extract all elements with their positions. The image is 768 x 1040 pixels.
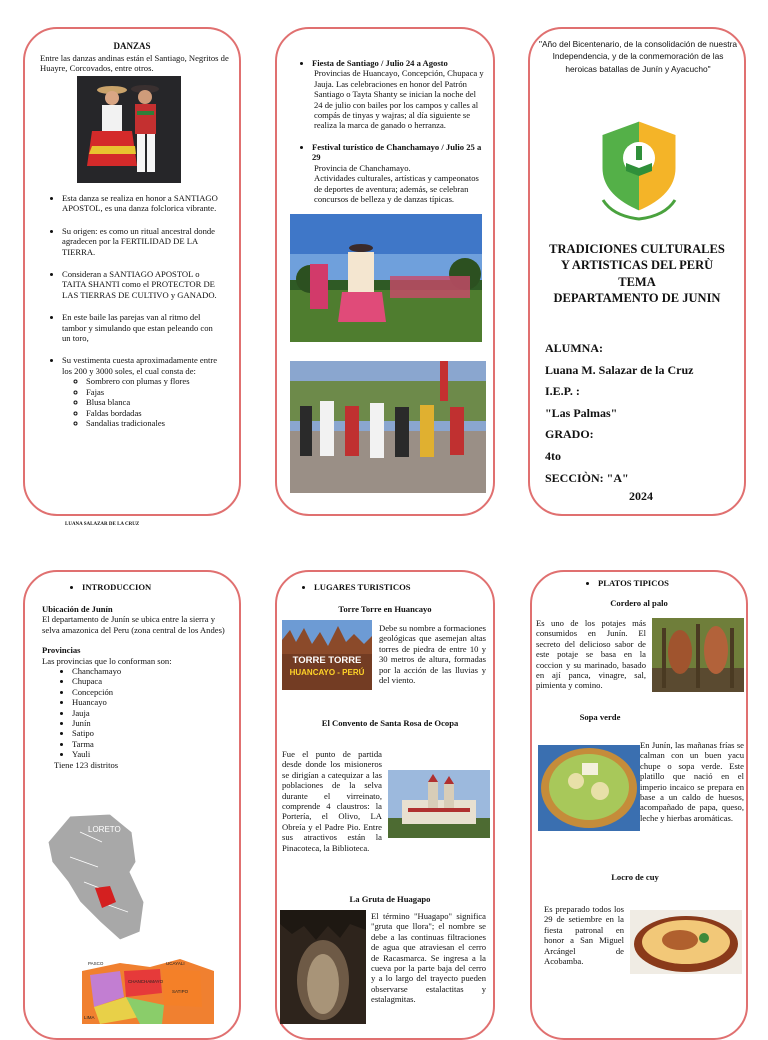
cordero-title: Cordero al palo [610,598,668,608]
distritos-count: Tiene 123 distritos [54,759,119,770]
provincia-item: • Junín [72,718,226,728]
danzas-title: DANZAS [113,41,151,51]
ubicacion-title: Ubicación de Junín [42,604,113,614]
provincia-item: • Huancayo [72,697,226,707]
map-label-chanchamayo: CHANCHAMAYO [128,979,164,984]
cover-title [535,242,739,306]
vestimenta-item: ◦ Sombrero con plumas y flores [86,376,220,386]
torre-img-caption: TORRE TORRE [292,655,362,666]
vestimenta-item: ◦ Faldas bordadas [86,408,220,418]
provincia-item: • Chupaca [72,676,226,686]
danza-bullet-2: • Su origen: es como un ritual ancestral donde agradecen por la FERTILIDAD DE LA TIERRA. [62,226,220,257]
provincia-item: • Jauja [72,708,226,718]
provincias-intro: Las provincias que lo conforman son: [42,655,172,666]
vestimenta-item: ◦ Sandalias tradicionales [86,418,220,428]
provincia-item: • Yauli [72,749,226,759]
iep-label: I.E.P. : [545,384,580,399]
footer-author: LUANA SALAZAR DE LA CRUZ [65,522,140,527]
platos-title-text: • PLATOS TIPICOS [598,578,669,588]
seccion: SECCIÒN: "A" [545,470,629,485]
intro-title-text: • INTRODUCCION [82,582,151,592]
festival-photo-2 [290,361,486,493]
danza-bullet-5: • Su vestimenta cuesta aproximadamente entre los 200 y 3000 soles, el cual consta de: [62,355,220,376]
gruta-photo [280,910,366,1024]
fiesta-santiago [300,58,484,131]
cover-tema-label: TEMA [618,275,656,289]
danzas-intro: Entre las danzas andinas están el Santiago, Negritos de Huayre, Corcovados, entre otros. [40,53,229,74]
convento-title: El Convento de Santa Rosa de Ocopa [321,718,459,728]
convento-text: Fue el punto de partida desde donde los misioneros se dirigían a catequizar a las poblaciones de la selva durante el virreinato, comprende 4 claustros: la Portería, el Olivo, LA Obreía y el Padre Pio. Entre sus atractivos están la Pinacoteca, la Biblioteca. [282,749,382,853]
sopa-title: Sopa verde [579,712,621,722]
peru-map [40,812,152,942]
locro-photo [630,910,742,974]
map-label-satipo: SATIPO [172,989,189,994]
lugares-title-text: • LUGARES TURISTICOS [314,582,411,592]
sopa-photo [538,745,640,831]
vestimenta-item: ◦ Blusa blanca [86,397,220,407]
alumna-name: Luana M. Salazar de la Cruz [545,362,694,377]
lugares-title [302,582,411,592]
fiesta-chanchamayo-title: Festival turístico de Chanchamayo / Julio 25 a 29 [312,142,482,163]
vestimenta-item: ◦ Fajas [86,387,220,397]
bicentenary-motto: "Año del Bicentenario, de la consolidación de nuestra Independencia, y de la conmemoración de las heroicas batallas de Junín y Ayacucho" [538,39,738,74]
cordero-text: Es uno de los potajes más consumidos en Junín. El secreto del delicioso sabor de este potaje se basa en la coccion y su marinado, basado en ají panca, vinagre, sal, pimienta y comino. [536,618,646,691]
locro-text: Es preparado todos los 29 de setiembre en la fiesta patronal en honor a San Miguel Arcángel de Acobamba. [544,904,624,967]
torre-img-caption-2: HUANCAYO - PERÚ [289,668,365,677]
intro-body [42,604,226,770]
fiesta-santiago-text: Provincias de Huancayo, Concepción, Chupaca y Jauja. Las celebraciones en honor del Patrón Santiago o Tayta Shanty se inician la noche del 24 de julio con bailes por los campos y calles al compás de tinyas y wajras; al día siguiente se realiza la marca de ganado o herranza. [314,68,484,131]
cover-title-line-2: Y ARTISTICAS DEL PERÙ [560,257,714,272]
fiesta-chanchamayo-text: Provincia de Chanchamayo. Actividades culturales, artísticas y campeonatos de deportes de aventura; además, se celebran concursos de belleza y de danzas típicas. [314,162,479,205]
danza-bullet-4: • En este baile las parejas van al ritmo del tambor y simulando que estan peleando con un toro, [62,312,220,343]
alumna-label: ALUMNA: [545,341,603,355]
year: 2024 [629,489,653,504]
platos-title [586,578,669,588]
map-label-lima: LIMA [84,1015,95,1020]
danza-bullet-3: • Consideran a SANTIAGO APOSTOL o TAITA SHANTI como el PROTECTOR DE LAS TIERRAS DE CULTIVO y GANADO. [62,269,220,300]
locro-title: Locro de cuy [611,872,659,882]
convento-photo [388,770,490,838]
student-info [545,338,735,503]
iep-name: "Las Palmas" [545,405,618,420]
provincia-item: • Tarma [72,739,226,749]
torre-text: Debe su nombre a formaciones geológicas que asemejan altas torres de piedra de entre 10 y 30 metros de altura, formadas por la acción de las lluvias y del viento. [379,623,486,686]
map-label-loreto: LORETO [88,825,121,834]
fiesta-santiago-title: Fiesta de Santiago / Julio 24 a Agosto [312,58,448,68]
torre-title: Torre Torre en Huancayo [338,604,432,614]
provincia-item: • Satipo [72,728,226,738]
torre-torre-photo [282,620,372,690]
provincia-item: • Concepción [72,687,226,697]
dancers-photo [77,76,181,183]
cover-title-line-1: TRADICIONES CULTURALES [549,242,725,256]
gruta-text: El término "Huagapo" significa "gruta que llora"; el nombre se debe a las continuas filtraciones de agua que atraviesan el cerro de Racasmarca. Se ingresa a la cueva por la parte baja del cerro y a lo largo del trayecto pueden observarse estalactitas y estalagmitas. [371,911,486,1005]
sopa-text: En Junín, las mañanas frías se calman con un buen yacu chupe o sopa verde. Este platillo que nació en el imperio incaico se prepara en base a un caldo de huesos, acompañado de papa, queso, leche y hierbas aromáticas. [640,740,744,823]
provincias-title: Provincias [42,645,81,656]
fiesta-chanchamayo [300,142,484,204]
cover-tema: DEPARTAMENTO DE JUNIN [553,290,721,305]
map-label-ucayali: UCAYALI [166,961,185,966]
ubicacion-text: El departamento de Junín se ubica entre la sierra y selva amazonica del Peru (zona central de los Andes) [42,614,225,635]
junin-map [80,957,216,1024]
danza-bullet-1: • Esta danza se realiza en honor a SANTIAGO APOSTOL, es una danza folclorica vibrante. [62,193,220,214]
festival-photo-1 [290,214,482,342]
map-label-pasco: PASCO [88,961,104,966]
grado-value: 4to [545,448,561,463]
grado-label: GRADO: [545,427,594,442]
school-shield-logo [593,116,685,222]
cordero-photo [652,618,744,692]
gruta-title: La Gruta de Huagapo [349,894,431,904]
danzas-bullets [50,193,220,428]
intro-title [70,582,151,592]
provincia-item: • Chanchamayo [72,666,226,676]
